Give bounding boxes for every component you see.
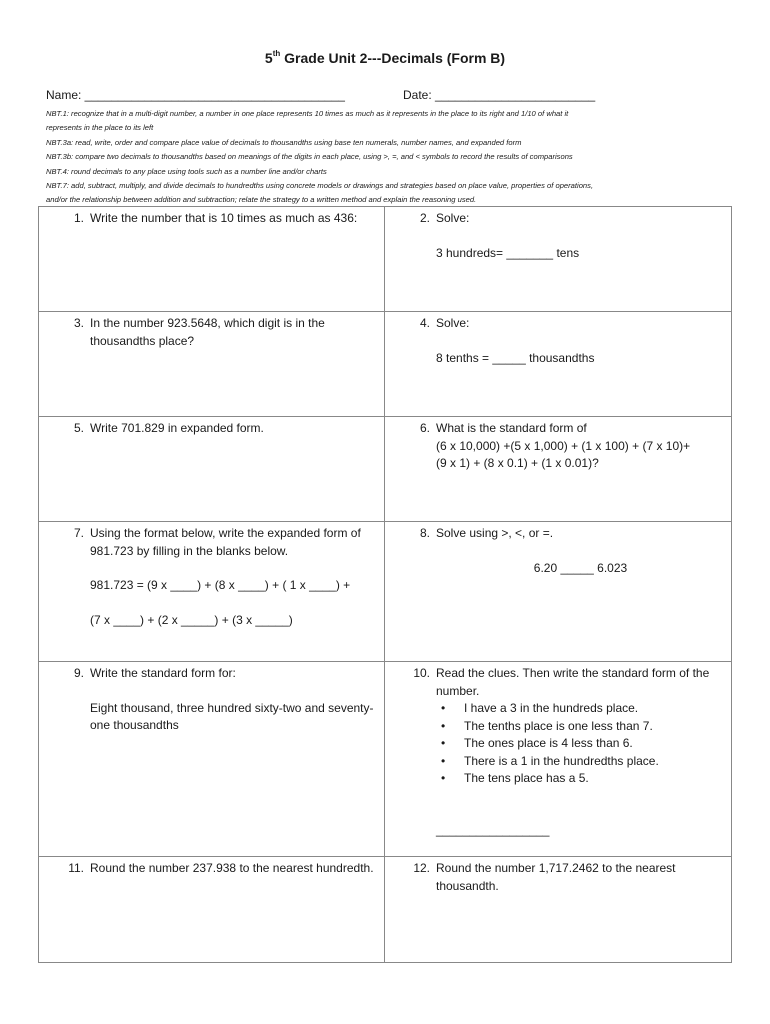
question-8-comparison: 6.20 _____ 6.023: [533, 560, 628, 575]
question-7-format-line-2: (7 x ____) + (2 x _____) + (3 x _____): [90, 612, 293, 627]
question-10-cell[interactable]: [385, 662, 732, 857]
question-10-clue-text: The ones place is 4 less than 6.: [464, 736, 633, 750]
question-10-clue-text: The tenths place is one less than 7.: [464, 718, 653, 733]
bullet-icon: •: [441, 753, 446, 768]
standard-nbt3b: NBT.3b: compare two decimals to thousandths based on meanings of the digits in each place, using >, =, and < symbols to record the results of comparisons: [46, 152, 573, 162]
question-6-expression-line-1: (6 x 10,000) +(5 x 1,000) + (1 x 100) + (7 x 10)+: [436, 438, 691, 453]
question-12-text: Round the number 1,717.2462 to the nearest thousandth.: [436, 861, 676, 893]
question-10-answer-blank[interactable]: _________________: [436, 822, 550, 837]
name-field[interactable]: Name: _______________________________________: [46, 88, 345, 102]
standard-nbt3a: NBT.3a: read, write, order and compare place value of decimals to thousandths using base ten numerals, number names, and expanded form: [46, 137, 522, 147]
question-10-clue: [436, 700, 725, 718]
bullet-icon: •: [441, 736, 446, 750]
question-6-expression-line-2: (9 x 1) + (8 x 0.1) + (1 x 0.01)?: [436, 456, 599, 470]
question-11-number: 11.: [68, 861, 84, 875]
standard-nbt7-cont: and/or the relationship between addition and subtraction; relate the strategy to a written method and explain the reasoning used.: [46, 195, 477, 205]
question-9-text: Write the standard form for:: [90, 666, 236, 680]
question-2-number: 2.: [419, 211, 430, 225]
question-12-number: 12.: [413, 861, 430, 875]
bullet-icon: •: [441, 771, 446, 785]
question-5-text: Write 701.829 in expanded form.: [90, 421, 264, 435]
question-10-text: Read the clues. Then write the standard form of the number.: [436, 666, 710, 698]
question-9-number-words: Eight thousand, three hundred sixty-two and seventy-one thousandths: [90, 700, 374, 732]
question-9-cell[interactable]: [39, 662, 385, 857]
title-grade-number: 5: [264, 50, 273, 66]
question-7-format-line-1: 981.723 = (9 x ____) + (8 x ____) + ( 1 x ____) +: [90, 578, 351, 592]
question-2-problem: 3 hundreds= _______ tens: [436, 245, 580, 260]
question-5-cell[interactable]: [39, 417, 385, 522]
question-10-clue: [436, 718, 725, 736]
question-5-number: 5.: [73, 421, 84, 435]
question-3-number: 3.: [73, 316, 84, 330]
bullet-icon: •: [441, 718, 446, 733]
question-4-text: Solve:: [436, 316, 470, 330]
question-4-problem: 8 tenths = _____ thousandths: [436, 350, 595, 365]
standard-nbt1-cont: represents in the place to its left: [46, 123, 154, 133]
title-ordinal-suffix: th: [272, 49, 281, 59]
question-10-clue-text: I have a 3 in the hundreds place.: [464, 701, 639, 715]
question-6-number: 6.: [419, 421, 430, 435]
question-10-clue: [436, 753, 725, 771]
question-4-cell[interactable]: [385, 312, 732, 417]
question-grid: [38, 206, 732, 963]
question-7-number: 7.: [73, 526, 84, 540]
title-text: Grade Unit 2---Decimals (Form B): [280, 50, 506, 66]
worksheet-title: [0, 50, 770, 66]
question-10-clue: [436, 735, 725, 753]
question-10-clue-text: There is a 1 in the hundredths place.: [464, 753, 659, 768]
question-9-number: 9.: [73, 666, 84, 680]
standards-list: [46, 107, 736, 208]
question-11-text: Round the number 237.938 to the nearest hundredth.: [90, 861, 374, 875]
question-1-number: 1.: [73, 211, 84, 225]
question-3-cell[interactable]: [39, 312, 385, 417]
standard-nbt7: NBT.7: add, subtract, multiply, and divide decimals to hundredths using concrete models or drawings and strategies based on place value, properties of operations,: [46, 181, 594, 191]
question-10-clue-list: [436, 700, 725, 788]
date-field[interactable]: Date: ________________________: [403, 88, 596, 102]
question-3-text: In the number 923.5648, which digit is in the thousandths place?: [90, 316, 325, 348]
bullet-icon: •: [441, 701, 446, 715]
question-6-cell[interactable]: [385, 417, 732, 522]
question-7-cell[interactable]: [39, 522, 385, 662]
question-10-number: 10.: [413, 666, 430, 680]
question-11-cell[interactable]: [39, 857, 385, 963]
question-4-number: 4.: [419, 316, 430, 330]
question-2-text: Solve:: [436, 211, 470, 225]
question-7-text: Using the format below, write the expanded form of 981.723 by filling in the blanks below.: [90, 526, 361, 558]
question-1-cell[interactable]: [39, 207, 385, 312]
question-10-clue-text: The tens place has a 5.: [464, 771, 589, 785]
question-12-cell[interactable]: [385, 857, 732, 963]
question-2-cell[interactable]: [385, 207, 732, 312]
standard-nbt4: NBT.4: round decimals to any place using tools such as a number line and/or charts: [46, 166, 327, 176]
question-8-number: 8.: [419, 526, 430, 540]
standard-nbt1: NBT.1: recognize that in a multi-digit number, a number in one place represents 10 times as much as it represents in the place to its right and 1/10 of what it: [46, 109, 569, 118]
question-10-clue: [436, 770, 725, 788]
question-8-cell[interactable]: [385, 522, 732, 662]
question-8-text: Solve using >, <, or =.: [436, 526, 554, 540]
question-6-text: What is the standard form of: [436, 421, 587, 435]
question-1-text: Write the number that is 10 times as much as 436:: [90, 211, 358, 225]
